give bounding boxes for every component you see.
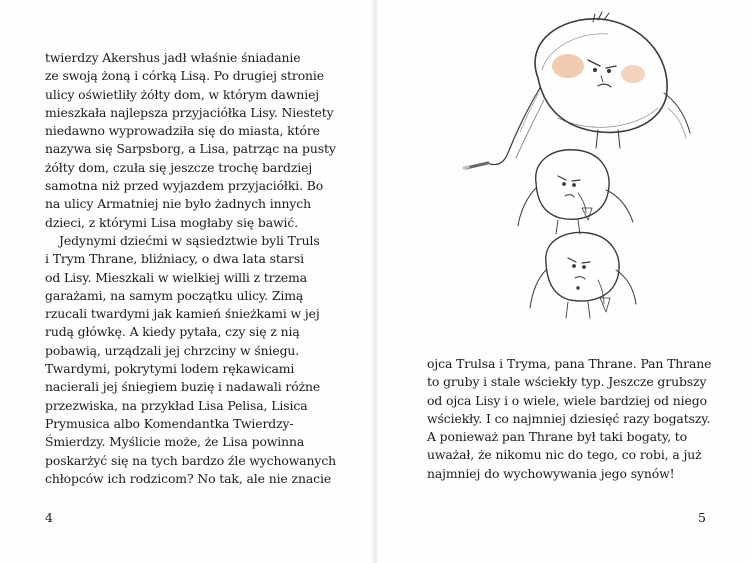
text-line: rudą główkę. A kiedy pytała, czy się z nią <box>45 324 300 340</box>
text-line: wściekły. I co najmniej dziesięć razy bogatszy. <box>427 410 711 426</box>
text-line: chłopców ich rodzicom? No tak, ale nie znacie <box>45 470 332 486</box>
text-line: od ojca Lisy i o wiele, wiele bardziej od niego <box>427 392 707 408</box>
text-line: twierdzy Akershus jadł właśnie śniadanie <box>45 50 301 65</box>
text-line: Twardymi, pokrytymi lodem rękawicami <box>45 361 295 377</box>
illustration-thrane-family <box>428 8 708 338</box>
right-page <box>376 0 750 563</box>
text-line: A ponieważ pan Thrane był taki bogaty, to <box>427 429 687 445</box>
text-line: rzucali twardymi jak kamień śnieżkami w jej <box>45 306 320 322</box>
text-line: ze swoją żoną i córką Lisą. Po drugiej stronie <box>45 68 325 84</box>
text-line: niedawno wyprowadziła się do miasta, które <box>45 123 320 139</box>
father-figure <box>464 12 690 168</box>
text-line: samotna niż przed wyjazdem przyjaciółki. Bo <box>45 178 324 194</box>
text-line: przezwiska, na przykład Lisa Pelisa, Lisica <box>45 397 308 413</box>
text-line: dzieci, z którymi Lisa mogłaby się bawić. <box>45 214 299 230</box>
text-line: na ulicy Armatniej nie było żadnych innych <box>45 196 312 212</box>
text-line: ojca Trulsa i Tryma, pana Thrane. Pan Thrane <box>427 356 712 371</box>
text-line: uważał, że nikomu nic do tego, co robi, a już <box>427 447 702 463</box>
text-line: Śmierdzy. Myślicie może, że Lisa powinna <box>45 434 305 450</box>
text-line: pobawią, urządzali jej chrzciny w śniegu. <box>45 342 300 358</box>
page-number-left: 4 <box>45 510 53 525</box>
text-line: żółty dom, czuła się jeszcze trochę bardziej <box>45 159 313 175</box>
text-line: mieszkała najlepsza przyjaciółka Lisy. Niestety <box>45 104 334 120</box>
text-line: Jedynymi dziećmi w sąsiedztwie byli Truls <box>59 232 320 248</box>
text-line: ulicy oświetliły żółty dom, w którym dawniej <box>45 86 320 102</box>
left-page <box>0 0 374 563</box>
text-line: nacierali jej śniegiem buzię i nadawali różne <box>45 379 321 395</box>
text-line: to gruby i stale wściekły typ. Jeszcze grubszy <box>427 374 707 390</box>
son-figure-trym <box>530 232 636 318</box>
son-figure-truls <box>518 150 633 234</box>
text-line: od Lisy. Mieszkali w wielkiej willi z trzema <box>45 269 308 285</box>
text-line: nazywa się Sarpsborg, a Lisa, patrząc na pusty <box>45 141 336 157</box>
text-line: poskarżyć się na tych bardzo źle wychowanych <box>45 452 337 468</box>
left-page-text <box>45 49 370 488</box>
text-line: garażami, na samym początku ulicy. Zimą <box>45 287 304 303</box>
text-line: Prymusica albo Komendantka Twierdzy- <box>45 415 294 431</box>
text-line: i Trym Thrane, bliźniacy, o dwa lata starsi <box>45 251 304 267</box>
text-line: najmniej do wychowywania jego synów! <box>427 465 675 481</box>
right-page-text <box>427 355 747 483</box>
page-number-right: 5 <box>698 510 706 525</box>
